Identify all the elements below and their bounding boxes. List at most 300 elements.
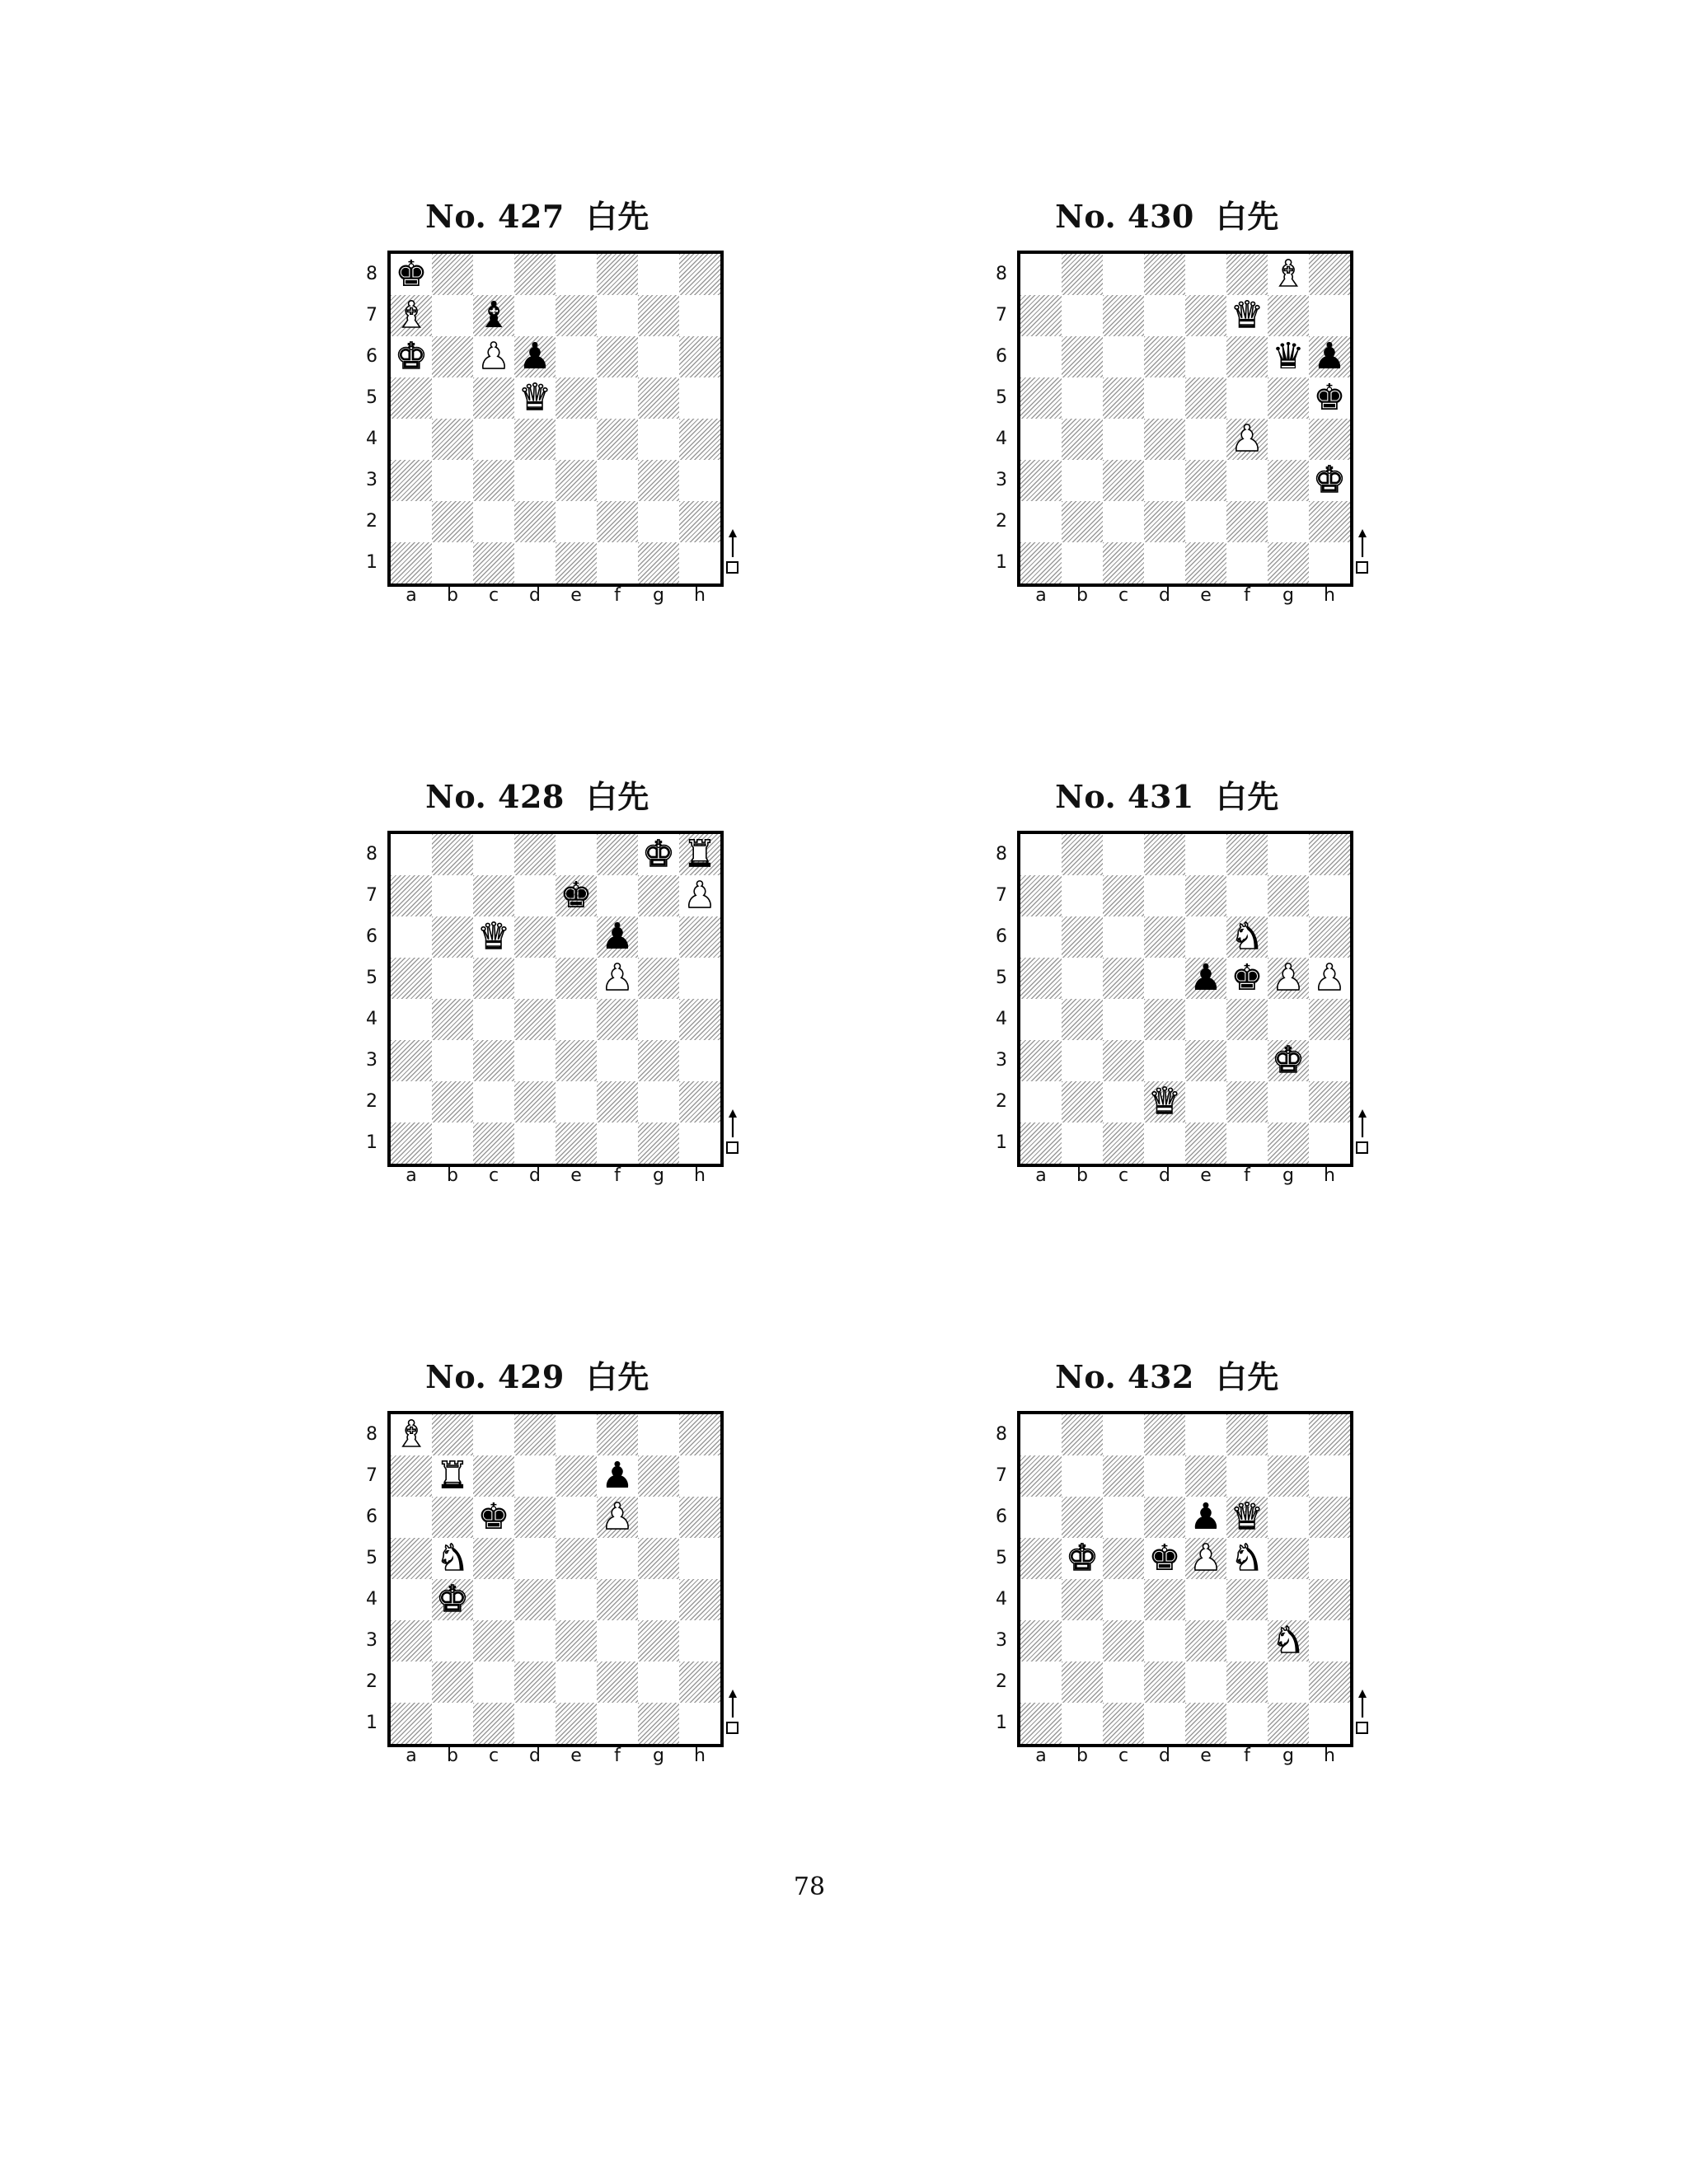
square-e3	[556, 1620, 597, 1661]
white-queen-icon: ♛	[1148, 1080, 1181, 1122]
file-label: c	[1118, 1746, 1129, 1766]
square-a3	[391, 1040, 432, 1081]
square-d5	[1144, 958, 1185, 999]
puzzle-title	[969, 191, 1365, 237]
file-label: e	[1200, 1746, 1212, 1766]
square-a6	[1020, 1497, 1062, 1538]
square-g7	[1268, 295, 1309, 336]
square-c8	[1103, 1414, 1144, 1455]
square-b4	[1062, 999, 1103, 1040]
square-f2	[1226, 501, 1268, 542]
square-g5	[638, 958, 679, 999]
square-h7	[679, 1455, 720, 1497]
square-f3	[597, 1620, 638, 1661]
square-f7	[1226, 1455, 1268, 1497]
puzzle-429	[340, 1352, 735, 1813]
square-h5	[679, 958, 720, 999]
square-f5	[1226, 1538, 1268, 1579]
square-d6	[1144, 916, 1185, 958]
square-e3	[556, 460, 597, 501]
file-label: b	[1076, 1746, 1088, 1766]
square-g2	[1268, 1081, 1309, 1122]
rank-label: 8	[996, 1424, 1007, 1445]
side-to-move-text: 白先	[585, 198, 649, 235]
square-d7	[514, 875, 556, 916]
white-king-icon: ♚	[395, 335, 428, 377]
square-c2	[1103, 1081, 1144, 1122]
square-b4	[1062, 1579, 1103, 1620]
file-label: d	[1159, 1165, 1170, 1186]
black-pawn-icon: ♟	[1189, 957, 1222, 999]
square-g3	[638, 460, 679, 501]
square-d1	[1144, 1122, 1185, 1164]
square-e7	[556, 875, 597, 916]
file-label: e	[1200, 585, 1212, 606]
square-b4	[1062, 419, 1103, 460]
rank-label: 7	[366, 305, 377, 326]
rank-label: 5	[366, 387, 377, 408]
square-h6	[679, 336, 720, 377]
black-bishop-icon: ♝	[477, 294, 510, 336]
square-c1	[1103, 1122, 1144, 1164]
square-h2	[1309, 501, 1350, 542]
square-a5	[391, 958, 432, 999]
white-rook-icon: ♜	[436, 1455, 469, 1497]
square-b7	[432, 1455, 473, 1497]
file-label: g	[1282, 1746, 1294, 1766]
square-h7	[1309, 1455, 1350, 1497]
square-c5	[473, 958, 514, 999]
black-king-icon: ♚	[1148, 1537, 1181, 1579]
square-a2	[391, 501, 432, 542]
white-to-move-icon	[724, 529, 742, 575]
square-e6	[556, 1497, 597, 1538]
rank-label: 7	[366, 1465, 377, 1486]
white-to-move-icon	[1353, 1690, 1372, 1736]
square-g8	[638, 834, 679, 875]
square-g4	[638, 999, 679, 1040]
square-g6	[638, 916, 679, 958]
puzzle-428	[340, 771, 735, 1233]
square-h6	[1309, 1497, 1350, 1538]
square-c8	[1103, 834, 1144, 875]
square-b4	[432, 999, 473, 1040]
square-c7	[1103, 295, 1144, 336]
square-d8	[514, 834, 556, 875]
square-b3	[1062, 1040, 1103, 1081]
square-a4	[391, 1579, 432, 1620]
square-f3	[597, 460, 638, 501]
file-label: f	[614, 585, 621, 606]
square-g2	[1268, 501, 1309, 542]
file-label: g	[653, 1746, 664, 1766]
square-b3	[432, 1040, 473, 1081]
square-h1	[1309, 542, 1350, 583]
square-h3	[679, 460, 720, 501]
square-f7	[1226, 875, 1268, 916]
square-d2	[514, 501, 556, 542]
square-e4	[1185, 1579, 1226, 1620]
square-g8	[1268, 834, 1309, 875]
square-b3	[1062, 460, 1103, 501]
square-d3	[514, 1040, 556, 1081]
square-e5	[556, 1538, 597, 1579]
square-e3	[556, 1040, 597, 1081]
square-b2	[1062, 1081, 1103, 1122]
square-e3	[1185, 460, 1226, 501]
square-a8	[391, 834, 432, 875]
rank-label: 6	[996, 926, 1007, 947]
square-c3	[1103, 1620, 1144, 1661]
square-d8	[1144, 254, 1185, 295]
side-to-move-text: 白先	[585, 1358, 649, 1395]
square-f5	[1226, 377, 1268, 419]
square-h1	[1309, 1122, 1350, 1164]
square-c6	[1103, 916, 1144, 958]
file-label: c	[1118, 1165, 1129, 1186]
square-c8	[473, 834, 514, 875]
square-e8	[1185, 1414, 1226, 1455]
square-d6	[514, 916, 556, 958]
square-c2	[1103, 1661, 1144, 1703]
square-h2	[679, 501, 720, 542]
square-h4	[679, 1579, 720, 1620]
white-knight-icon: ♞	[1272, 1619, 1305, 1661]
square-b6	[1062, 336, 1103, 377]
square-d4	[1144, 999, 1185, 1040]
square-e6	[556, 916, 597, 958]
white-pawn-icon: ♟	[477, 335, 510, 377]
square-g6	[1268, 336, 1309, 377]
black-king-icon: ♚	[1231, 957, 1264, 999]
rank-label: 2	[996, 511, 1007, 532]
square-a2	[391, 1081, 432, 1122]
side-to-move-text: 白先	[1215, 778, 1279, 815]
square-h8	[679, 254, 720, 295]
puzzle-title	[969, 771, 1365, 817]
square-g4	[1268, 999, 1309, 1040]
square-d3	[1144, 1620, 1185, 1661]
square-c6	[1103, 1497, 1144, 1538]
square-e6	[1185, 1497, 1226, 1538]
white-to-move-icon	[1353, 529, 1372, 575]
file-label: f	[1244, 1165, 1250, 1186]
square-d8	[1144, 834, 1185, 875]
file-label: d	[529, 1746, 541, 1766]
square-d5	[1144, 377, 1185, 419]
file-label: g	[1282, 585, 1294, 606]
square-e5	[1185, 1538, 1226, 1579]
square-c4	[1103, 419, 1144, 460]
square-e2	[556, 1081, 597, 1122]
chess-board	[387, 831, 724, 1167]
square-c3	[1103, 1040, 1144, 1081]
rank-label: 5	[996, 968, 1007, 988]
square-d5	[514, 377, 556, 419]
square-a7	[1020, 875, 1062, 916]
rank-label: 6	[366, 346, 377, 367]
square-h6	[679, 916, 720, 958]
black-pawn-icon: ♟	[601, 916, 634, 958]
square-a5	[1020, 377, 1062, 419]
square-e1	[556, 542, 597, 583]
square-b7	[1062, 875, 1103, 916]
square-c5	[473, 1538, 514, 1579]
file-label: h	[694, 585, 706, 606]
file-label: c	[1118, 585, 1129, 606]
square-f8	[597, 1414, 638, 1455]
square-b6	[432, 916, 473, 958]
square-f7	[597, 295, 638, 336]
white-pawn-icon: ♟	[601, 957, 634, 999]
square-h8	[1309, 254, 1350, 295]
square-c4	[473, 1579, 514, 1620]
square-f6	[1226, 916, 1268, 958]
puzzle-number: No. 428	[425, 778, 565, 815]
square-d8	[514, 254, 556, 295]
rank-label: 2	[996, 1091, 1007, 1112]
square-b1	[432, 542, 473, 583]
file-label: h	[1324, 1165, 1335, 1186]
square-f4	[597, 999, 638, 1040]
file-label: h	[1324, 585, 1335, 606]
file-label: a	[406, 585, 417, 606]
square-f1	[1226, 542, 1268, 583]
square-d4	[514, 1579, 556, 1620]
puzzle-title	[340, 771, 735, 817]
rank-label: 2	[366, 1671, 377, 1692]
square-e2	[1185, 501, 1226, 542]
square-g3	[638, 1620, 679, 1661]
square-b2	[432, 1661, 473, 1703]
square-b8	[1062, 254, 1103, 295]
rank-label: 5	[366, 968, 377, 988]
square-e8	[1185, 254, 1226, 295]
square-h1	[679, 1122, 720, 1164]
square-g3	[1268, 1040, 1309, 1081]
square-d6	[1144, 336, 1185, 377]
square-h1	[1309, 1703, 1350, 1744]
square-d2	[1144, 1661, 1185, 1703]
square-c6	[473, 336, 514, 377]
square-d4	[1144, 419, 1185, 460]
square-a7	[391, 1455, 432, 1497]
square-b5	[432, 1538, 473, 1579]
square-g6	[1268, 916, 1309, 958]
chess-board	[387, 1411, 724, 1747]
square-h1	[679, 542, 720, 583]
square-a6	[1020, 336, 1062, 377]
square-f2	[597, 1661, 638, 1703]
square-c6	[473, 1497, 514, 1538]
file-label: h	[694, 1746, 706, 1766]
square-e2	[556, 1661, 597, 1703]
black-queen-icon: ♛	[1272, 335, 1305, 377]
square-g1	[638, 1703, 679, 1744]
rank-label: 6	[366, 1507, 377, 1527]
square-a4	[1020, 999, 1062, 1040]
file-label: a	[1035, 1165, 1047, 1186]
square-b2	[1062, 1661, 1103, 1703]
rank-label: 3	[366, 1630, 377, 1651]
square-g4	[638, 419, 679, 460]
square-e6	[1185, 916, 1226, 958]
square-f5	[597, 1538, 638, 1579]
black-king-icon: ♚	[1313, 377, 1346, 419]
square-b5	[432, 377, 473, 419]
square-a2	[1020, 501, 1062, 542]
file-label: b	[1076, 585, 1088, 606]
square-e8	[556, 834, 597, 875]
square-h7	[1309, 875, 1350, 916]
square-b7	[432, 295, 473, 336]
square-c5	[1103, 1538, 1144, 1579]
square-f2	[597, 1081, 638, 1122]
square-d2	[1144, 1081, 1185, 1122]
square-c5	[1103, 377, 1144, 419]
square-a1	[391, 542, 432, 583]
square-b2	[432, 501, 473, 542]
square-e4	[556, 999, 597, 1040]
square-b5	[1062, 958, 1103, 999]
square-g5	[1268, 1538, 1309, 1579]
puzzle-title	[969, 1352, 1365, 1397]
white-knight-icon: ♞	[436, 1537, 469, 1579]
square-g1	[1268, 1122, 1309, 1164]
file-label: a	[1035, 1746, 1047, 1766]
square-f1	[597, 1122, 638, 1164]
square-b4	[432, 1579, 473, 1620]
square-c3	[473, 460, 514, 501]
square-e2	[1185, 1081, 1226, 1122]
square-h7	[1309, 295, 1350, 336]
square-e4	[1185, 999, 1226, 1040]
square-h5	[1309, 958, 1350, 999]
file-label: b	[447, 1746, 458, 1766]
square-g8	[1268, 254, 1309, 295]
rank-label: 6	[996, 1507, 1007, 1527]
puzzle-title	[340, 191, 735, 237]
puzzle-number: No. 431	[1055, 778, 1194, 815]
square-d1	[514, 542, 556, 583]
white-queen-icon: ♛	[518, 377, 551, 419]
square-b6	[432, 1497, 473, 1538]
rank-label: 3	[996, 1630, 1007, 1651]
square-b1	[1062, 1122, 1103, 1164]
file-label: c	[488, 1165, 499, 1186]
white-rook-icon: ♜	[683, 833, 716, 875]
square-b8	[432, 254, 473, 295]
square-c6	[473, 916, 514, 958]
puzzle-number: No. 430	[1055, 198, 1194, 235]
square-e7	[1185, 295, 1226, 336]
square-a7	[391, 295, 432, 336]
square-g1	[1268, 542, 1309, 583]
square-g7	[638, 1455, 679, 1497]
white-to-move-icon	[724, 1690, 742, 1736]
square-c5	[473, 377, 514, 419]
black-pawn-icon: ♟	[1189, 1496, 1222, 1538]
square-d4	[514, 419, 556, 460]
square-e6	[556, 336, 597, 377]
rank-label: 5	[996, 1548, 1007, 1568]
file-label: d	[529, 585, 541, 606]
black-pawn-icon: ♟	[1313, 335, 1346, 377]
square-h6	[1309, 336, 1350, 377]
square-h5	[1309, 377, 1350, 419]
puzzle-430	[969, 191, 1365, 653]
rank-label: 8	[366, 264, 377, 284]
square-a7	[1020, 1455, 1062, 1497]
square-h2	[679, 1661, 720, 1703]
file-label: a	[406, 1165, 417, 1186]
file-label: g	[653, 585, 664, 606]
file-label: b	[447, 585, 458, 606]
rank-label: 3	[366, 1050, 377, 1071]
white-queen-icon: ♛	[1231, 294, 1264, 336]
square-e7	[556, 295, 597, 336]
square-f4	[597, 1579, 638, 1620]
rank-label: 8	[996, 264, 1007, 284]
square-d6	[514, 336, 556, 377]
square-b8	[432, 834, 473, 875]
square-h7	[679, 295, 720, 336]
square-f1	[597, 1703, 638, 1744]
square-a3	[391, 1620, 432, 1661]
square-d4	[1144, 1579, 1185, 1620]
puzzle-number: No. 432	[1055, 1358, 1194, 1395]
rank-label: 4	[366, 429, 377, 449]
square-c1	[473, 542, 514, 583]
square-c2	[473, 1081, 514, 1122]
square-e8	[1185, 834, 1226, 875]
square-b1	[1062, 1703, 1103, 1744]
square-d7	[1144, 1455, 1185, 1497]
square-g6	[638, 336, 679, 377]
square-a2	[1020, 1081, 1062, 1122]
square-d1	[514, 1703, 556, 1744]
square-a8	[1020, 1414, 1062, 1455]
square-a4	[1020, 419, 1062, 460]
file-label: e	[1200, 1165, 1212, 1186]
square-d7	[1144, 295, 1185, 336]
rank-label: 1	[996, 1713, 1007, 1733]
file-label: g	[653, 1165, 664, 1186]
square-e1	[556, 1122, 597, 1164]
square-a3	[1020, 1620, 1062, 1661]
square-a1	[1020, 1703, 1062, 1744]
square-b6	[1062, 1497, 1103, 1538]
file-label: f	[1244, 585, 1250, 606]
white-king-icon: ♚	[1313, 459, 1346, 501]
rank-label: 7	[996, 1465, 1007, 1486]
file-label: h	[694, 1165, 706, 1186]
puzzle-431	[969, 771, 1365, 1233]
white-pawn-icon: ♟	[1313, 957, 1346, 999]
rank-label: 8	[366, 844, 377, 865]
square-d2	[1144, 501, 1185, 542]
square-c7	[473, 295, 514, 336]
square-d3	[514, 460, 556, 501]
square-e2	[1185, 1661, 1226, 1703]
file-label: f	[1244, 1746, 1250, 1766]
square-f7	[597, 1455, 638, 1497]
rank-label: 8	[366, 1424, 377, 1445]
square-b3	[432, 460, 473, 501]
square-c5	[1103, 958, 1144, 999]
square-f8	[1226, 834, 1268, 875]
square-h3	[1309, 1620, 1350, 1661]
